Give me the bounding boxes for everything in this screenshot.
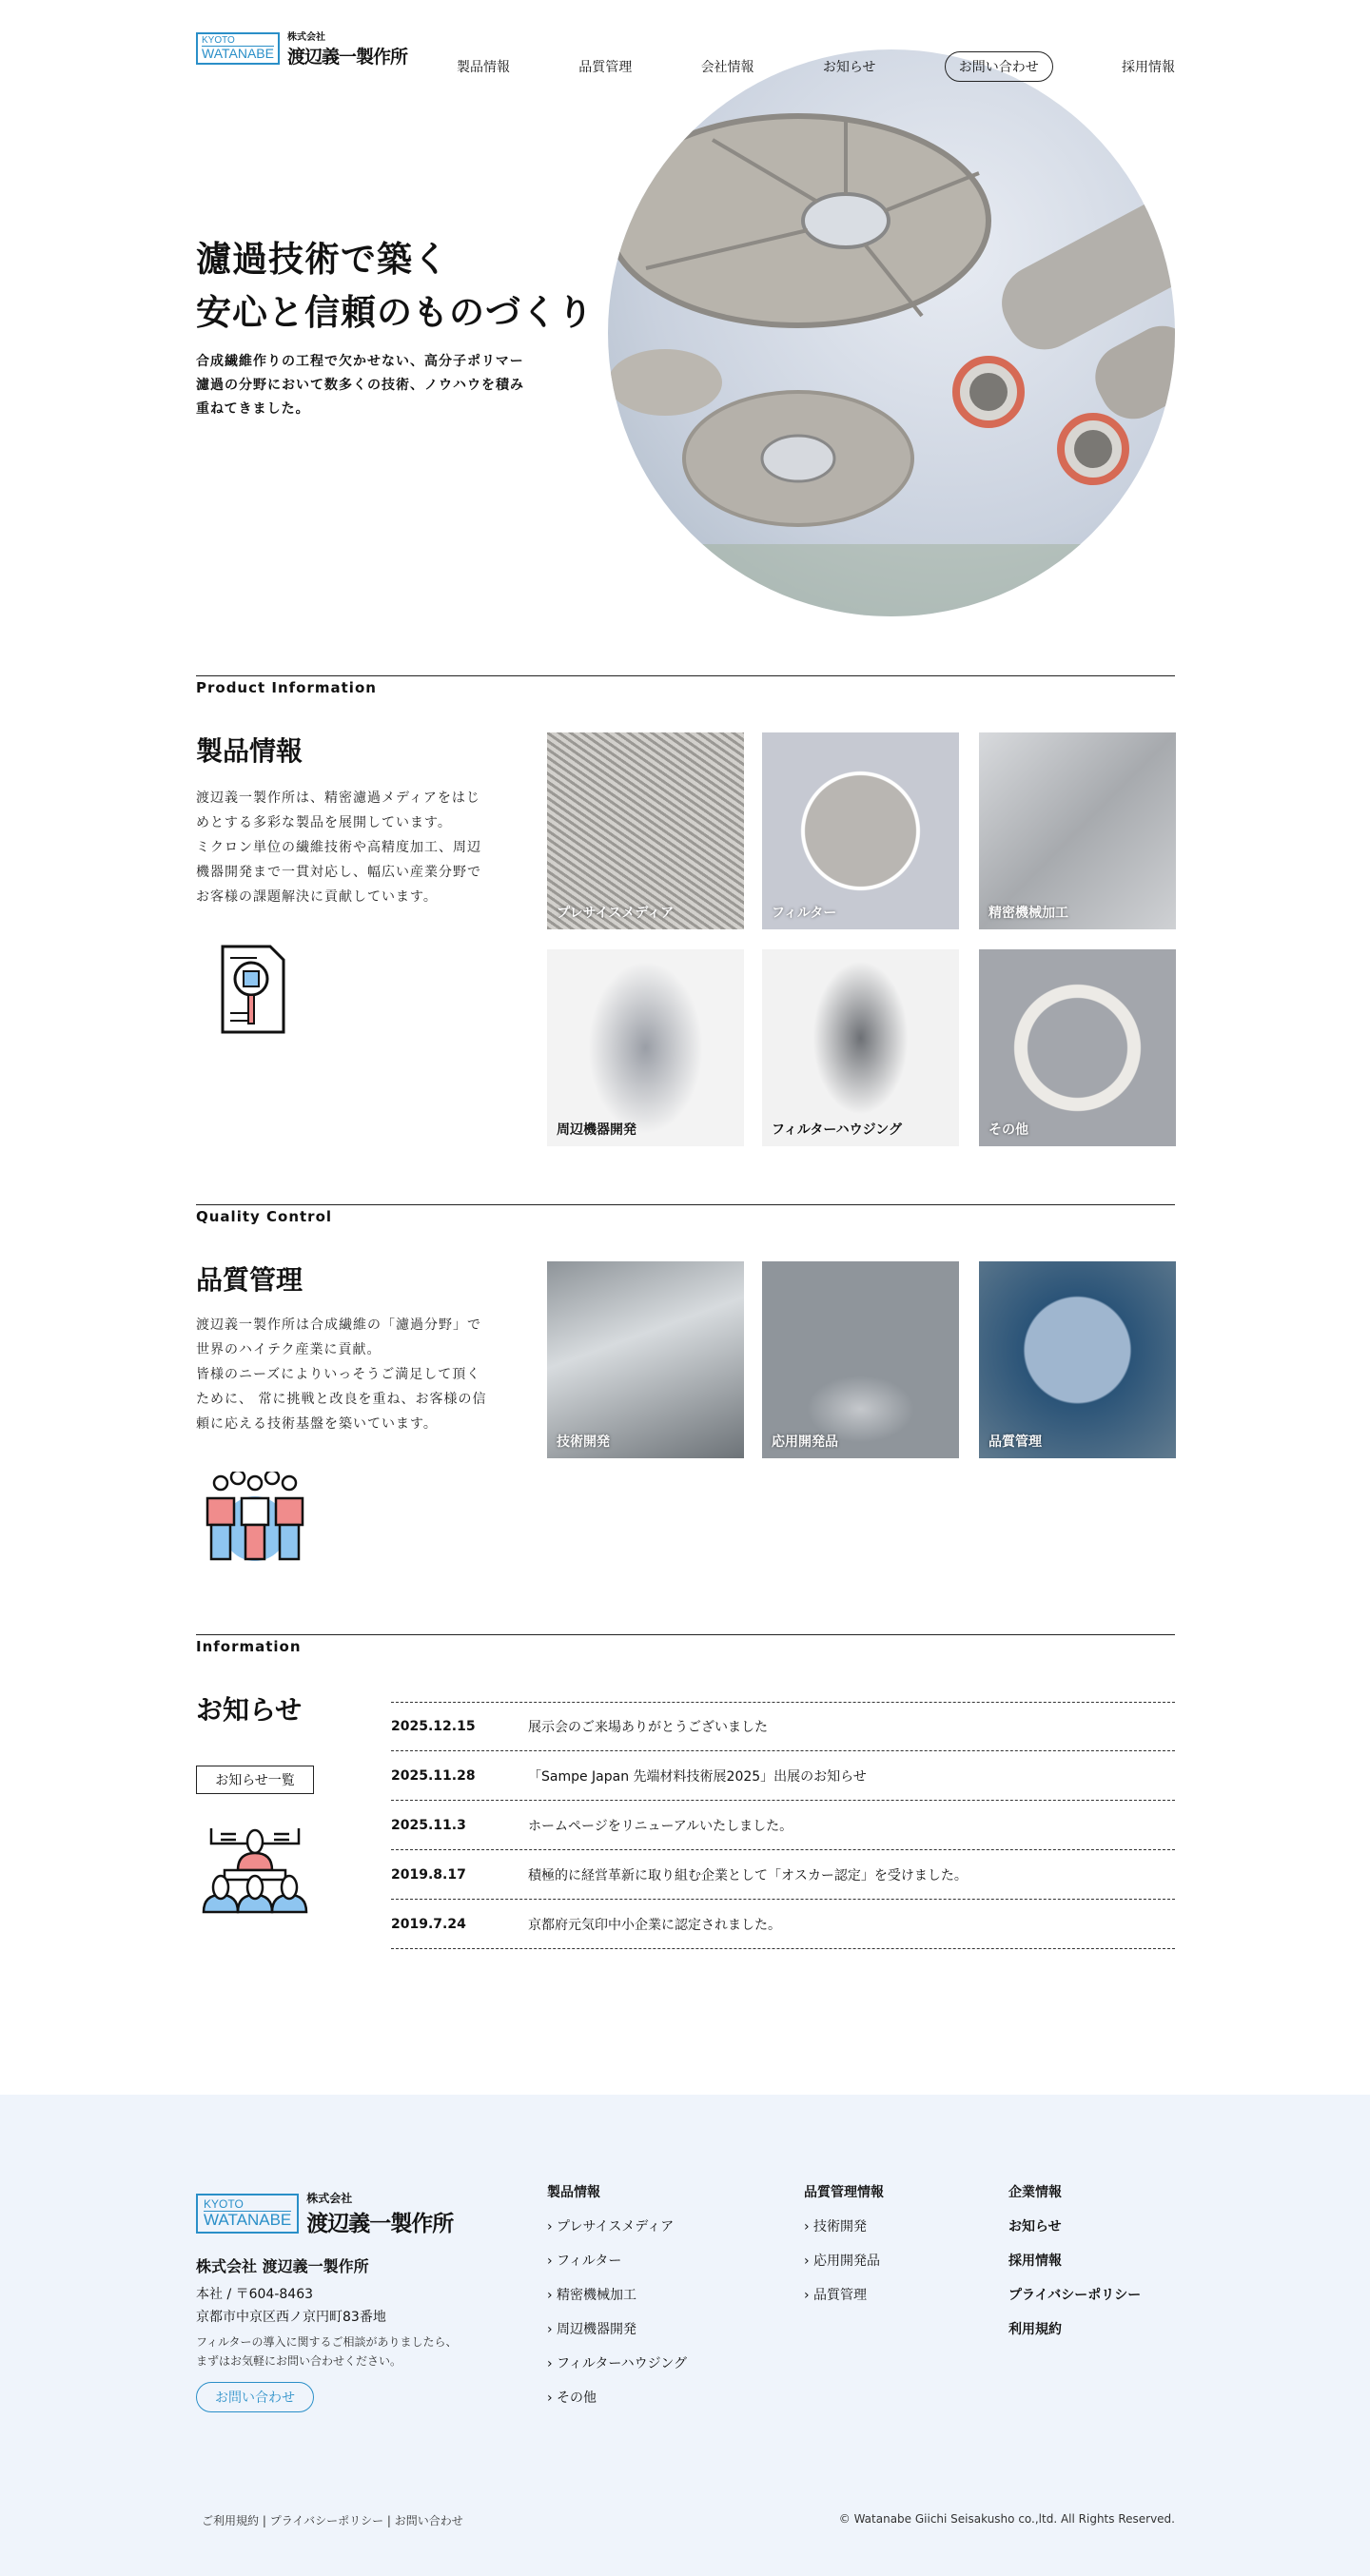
text-line: 皆様のニーズによりいっそうご満足して頂く xyxy=(196,1367,481,1382)
tile-label: その他 xyxy=(988,1122,1028,1138)
nav-company[interactable]: 会社情報 xyxy=(700,60,754,75)
tile-label: 周辺機器開発 xyxy=(557,1122,636,1138)
footer-link[interactable]: › 応用開発品 xyxy=(804,2254,881,2269)
text-line: ために、 常に挑戦と改良を重ね、お客様の信 xyxy=(196,1392,487,1407)
news-list-button[interactable]: お知らせ一覧 xyxy=(196,1766,314,1794)
text-line: 渡辺義一製作所は合成繊維の「濾過分野」で xyxy=(196,1317,481,1333)
news-date: 2019.8.17 xyxy=(391,1866,466,1883)
quality-tile-technology-development[interactable] xyxy=(547,1261,744,1458)
news-item[interactable] xyxy=(391,1702,1175,1751)
news-heading: お知らせ xyxy=(196,1694,303,1726)
team-icon xyxy=(202,1472,308,1567)
quality-heading: 品質管理 xyxy=(196,1264,303,1296)
footer-link[interactable]: › 周辺機器開発 xyxy=(547,2322,637,2337)
tile-label: 技術開発 xyxy=(557,1434,610,1450)
logo-mark xyxy=(196,32,280,65)
footer-address xyxy=(196,2283,386,2329)
quality-description xyxy=(196,1313,510,1436)
news-item[interactable] xyxy=(391,1801,1175,1850)
footer-logo[interactable] xyxy=(196,2190,453,2237)
product-tile-other[interactable] xyxy=(979,949,1176,1146)
text-line: めとする多彩な製品を展開しています。 xyxy=(196,815,452,830)
footer-col-heading[interactable]: 品質管理情報 xyxy=(804,2185,884,2200)
product-tile-precision-machining[interactable] xyxy=(979,732,1176,929)
hero-subtext xyxy=(196,350,524,421)
footer-bottom-links: ご利用規約 | プライバシーポリシー | お問い合わせ xyxy=(202,2514,463,2527)
quality-section-label: Quality Control xyxy=(196,1208,333,1225)
footer-link[interactable]: 企業情報 xyxy=(1008,2185,1062,2200)
products-heading: 製品情報 xyxy=(196,735,303,767)
tile-label: 精密機械加工 xyxy=(988,906,1068,921)
section-divider xyxy=(196,675,1175,676)
product-tile-filter-housing[interactable] xyxy=(762,949,959,1146)
copyright: © Watanabe Giichi Seisakusho co.,ltd. All Rights Reserved. xyxy=(838,2512,1175,2526)
news-date: 2025.12.15 xyxy=(391,1719,476,1734)
tile-label: 応用開発品 xyxy=(772,1434,838,1450)
news-title[interactable]: 展示会のご来場ありがとうございました xyxy=(528,1720,768,1735)
footer-link[interactable]: › 品質管理 xyxy=(804,2288,868,2303)
logo-watanabe: WATANABE xyxy=(202,46,274,62)
text-line: 渡辺義一製作所は、精密濾過メディアをはじ xyxy=(196,790,480,806)
product-tile-filter[interactable] xyxy=(762,732,959,929)
contact-link[interactable]: お問い合わせ xyxy=(394,2514,463,2527)
product-tile-precise-media[interactable] xyxy=(547,732,744,929)
text-line: ミクロン単位の繊維技術や高精度加工、周辺 xyxy=(196,840,481,855)
footer-link[interactable]: お知らせ xyxy=(1008,2219,1062,2234)
nav-products[interactable]: 製品情報 xyxy=(457,60,510,75)
privacy-link[interactable]: プライバシーポリシー xyxy=(269,2514,384,2527)
tile-label: フィルター xyxy=(772,906,837,921)
news-title[interactable]: 京都府元気印中小企業に認定されました。 xyxy=(528,1917,781,1933)
main-nav xyxy=(457,51,1175,82)
news-item[interactable] xyxy=(391,1751,1175,1801)
nav-contact-button[interactable]: お問い合わせ xyxy=(945,51,1053,82)
footer-col-products xyxy=(547,2176,687,2415)
section-divider xyxy=(196,1204,1175,1205)
quality-tile-applied-products[interactable] xyxy=(762,1261,959,1458)
hero-sub-line: 重ねてきました。 xyxy=(196,401,310,417)
logo-name: 渡辺義一製作所 xyxy=(286,47,407,68)
news-item[interactable] xyxy=(391,1850,1175,1900)
product-tile-peripheral-equipment[interactable] xyxy=(547,949,744,1146)
footer-note xyxy=(196,2332,458,2371)
logo-kabushiki: 株式会社 xyxy=(286,32,325,43)
note-line: フィルターの導入に関するご相談がありましたら、 xyxy=(196,2335,458,2349)
document-search-icon xyxy=(219,945,291,1039)
news-list xyxy=(391,1702,1175,1949)
terms-link[interactable]: ご利用規約 xyxy=(202,2514,260,2527)
text-line: 頼に応える技術基盤を築いています。 xyxy=(196,1416,438,1432)
logo-mark xyxy=(196,2194,299,2233)
footer-company-name: 株式会社 渡辺義一製作所 xyxy=(196,2257,369,2275)
footer-link[interactable]: 採用情報 xyxy=(1008,2254,1062,2269)
footer-link[interactable]: › 精密機械加工 xyxy=(547,2288,637,2303)
tile-label: フィルターハウジング xyxy=(772,1122,902,1138)
footer-link[interactable]: › プレサイスメディア xyxy=(547,2219,675,2234)
logo-watanabe: WATANABE xyxy=(204,2210,292,2229)
hero-sub-line: 濾過の分野において数多くの技術、ノウハウを積み xyxy=(196,378,524,393)
logo-kyoto: KYOTO xyxy=(202,34,235,46)
text-line: 機器開発まで一貫対応し、幅広い産業分野で xyxy=(196,865,481,880)
logo-kyoto: KYOTO xyxy=(204,2197,244,2212)
nav-news[interactable]: お知らせ xyxy=(822,60,876,75)
footer-col-company xyxy=(1008,2176,1141,2347)
news-date: 2025.11.3 xyxy=(391,1817,466,1833)
site-logo[interactable] xyxy=(196,29,407,68)
news-date: 2019.7.24 xyxy=(391,1916,466,1932)
hero-sub-line: 合成繊維作りの工程で欠かせない、高分子ポリマー xyxy=(196,354,524,369)
hero-title-line1: 濾過技術で築く xyxy=(196,239,449,280)
news-item[interactable] xyxy=(391,1900,1175,1949)
nav-quality[interactable]: 品質管理 xyxy=(578,60,633,75)
section-divider xyxy=(196,1634,1175,1635)
footer-contact-button[interactable]: お問い合わせ xyxy=(196,2382,314,2412)
footer-link[interactable]: › 技術開発 xyxy=(804,2219,868,2234)
news-date: 2025.11.28 xyxy=(391,1767,476,1784)
footer-col-heading[interactable]: 製品情報 xyxy=(547,2185,600,2200)
footer-link[interactable]: 利用規約 xyxy=(1008,2322,1062,2337)
address-line: 京都市中京区西ノ京円町83番地 xyxy=(196,2310,386,2325)
footer-link[interactable]: › フィルターハウジング xyxy=(547,2356,688,2371)
footer-col-quality xyxy=(804,2176,884,2313)
products-description xyxy=(196,786,510,909)
news-title[interactable]: 積極的に経営革新に取り組む企業として「オスカー認定」を受けました。 xyxy=(528,1867,968,1883)
news-title[interactable]: ホームページをリニューアルいたしました。 xyxy=(528,1818,793,1834)
note-line: まずはお気軽にお問い合わせください。 xyxy=(196,2354,402,2368)
text-line: お客様の課題解決に貢献しています。 xyxy=(196,889,438,905)
footer-link[interactable]: プライバシーポリシー xyxy=(1008,2288,1142,2303)
address-line: 本社 / 〒604-8463 xyxy=(196,2287,314,2302)
news-title[interactable]: 「Sampe Japan 先端材料技術展2025」出展のお知らせ xyxy=(528,1768,867,1785)
logo-name: 渡辺義一製作所 xyxy=(306,2212,454,2236)
text-line: 世界のハイテク産業に貢献。 xyxy=(196,1342,382,1357)
logo-kabushiki: 株式会社 xyxy=(306,2192,353,2205)
presentation-icon xyxy=(202,1826,308,1918)
hero-title xyxy=(196,233,594,340)
nav-recruit[interactable]: 採用情報 xyxy=(1122,60,1175,75)
quality-tile-quality-control[interactable] xyxy=(979,1261,1176,1458)
footer-link[interactable]: › フィルター xyxy=(547,2254,622,2269)
hero-image xyxy=(608,49,1175,616)
tile-label: 品質管理 xyxy=(988,1434,1042,1450)
footer-link[interactable]: › その他 xyxy=(547,2391,597,2406)
products-section-label: Product Information xyxy=(196,679,377,696)
news-section-label: Information xyxy=(196,1638,302,1655)
tile-label: プレサイスメディア xyxy=(557,906,675,921)
hero-title-line2: 安心と信頼のものづくり xyxy=(196,292,594,333)
